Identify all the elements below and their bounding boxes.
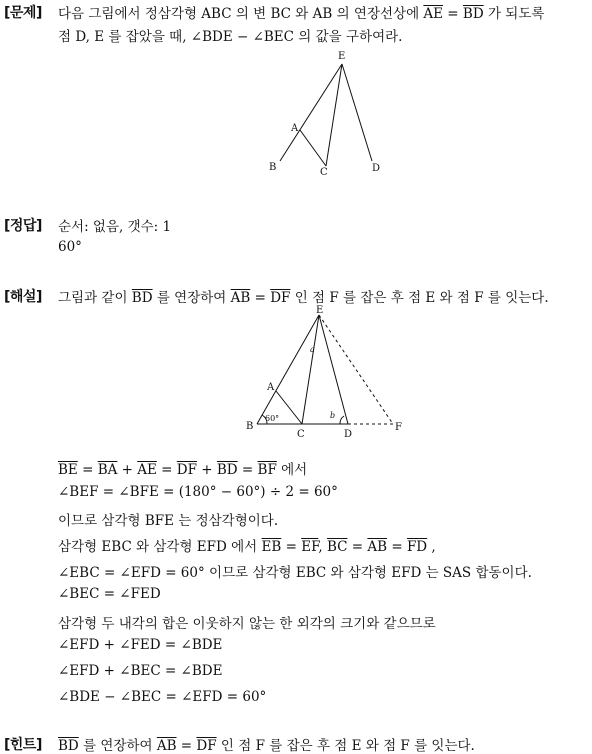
fig2-angle-60: 60°	[265, 414, 280, 423]
fig2-label-e: E	[316, 305, 324, 316]
explanation-eq-3: 이므로 삼각형 BFE 는 정삼각형이다.	[58, 513, 279, 529]
fig1-label-b: B	[269, 162, 277, 173]
hint-tag: [힌트]	[4, 737, 42, 753]
fig2-label-c: C	[297, 429, 305, 440]
explanation-eq-9: ∠EFD + ∠BEC = ∠BDE	[58, 663, 223, 679]
fig2-label-b-angle: b	[330, 411, 336, 420]
explanation-eq-8: ∠EFD + ∠FED = ∠BDE	[58, 637, 223, 653]
problem-line-2: 점 D, E 를 잡았을 때, ∠BDE − ∠BEC 의 값을 구하여라.	[58, 29, 403, 45]
answer-tag: [정답]	[4, 218, 42, 234]
explanation-eq-1: $\overline{BE} = \overline{BA} + \overline{AE} = \overline{DF} + \overline{BD} = \overline{BF}$ 에서	[58, 462, 308, 478]
explanation-eq-2: ∠BEF = ∠BFE = (180° − 60°) ÷ 2 = 60°	[58, 484, 338, 500]
explanation-tag: [해설]	[4, 289, 42, 305]
explanation-eq-6: ∠BEC = ∠FED	[58, 586, 161, 602]
fig1-label-a: A	[291, 123, 299, 134]
fig2-label-f: F	[395, 422, 402, 433]
hint-line: $\overline{BD}$ 를 연장하여 $\overline{AB} = \overline{DF}$ 인 점 F 를 잡은 후 점 E 와 점 F 를 잇는다.	[58, 738, 475, 754]
answer-line-1: 순서: 없음, 갯수: 1	[58, 219, 172, 235]
fig1-label-e: E	[338, 51, 346, 62]
fig1-label-c: C	[320, 167, 328, 178]
explanation-eq-10: ∠BDE − ∠BEC = ∠EFD = 60°	[58, 689, 267, 705]
answer-line-2: 60°	[58, 239, 82, 255]
fig2-label-a-angle: a	[310, 345, 315, 354]
fig2-label-a: A	[267, 382, 275, 393]
explanation-eq-7: 삼각형 두 내각의 합은 이웃하지 않는 한 외각의 크기와 같으므로	[58, 616, 436, 632]
explanation-eq-4: 삼각형 EBC 와 삼각형 EFD 에서 $\overline{EB} = \overline{EF}$, $\overline{BC} = \overline{AB} = \overline{FD}$ ,	[58, 539, 436, 555]
problem-tag: [문제]	[4, 5, 42, 21]
fig1-label-d: D	[372, 163, 381, 174]
explanation-figure	[243, 305, 413, 441]
problem-line-1: 다음 그림에서 정삼각형 ABC 의 변 BC 와 AB 의 연장선상에 $\overline{AE} = \overline{BD}$ 가 되도록	[58, 6, 545, 22]
explanation-eq-5: ∠EBC = ∠EFD = 60° 이므로 삼각형 EBC 와 삼각형 EFD 는 SAS 합동이다.	[58, 565, 532, 581]
fig2-label-b: B	[246, 421, 254, 432]
fig2-label-d: D	[344, 429, 353, 440]
explanation-intro: 그림과 같이 $\overline{BD}$ 를 연장하여 $\overline{AB} = \overline{DF}$ 인 점 F 를 잡은 후 점 E 와 점 F 를 잇는다.	[58, 290, 549, 306]
problem-figure	[258, 44, 398, 180]
